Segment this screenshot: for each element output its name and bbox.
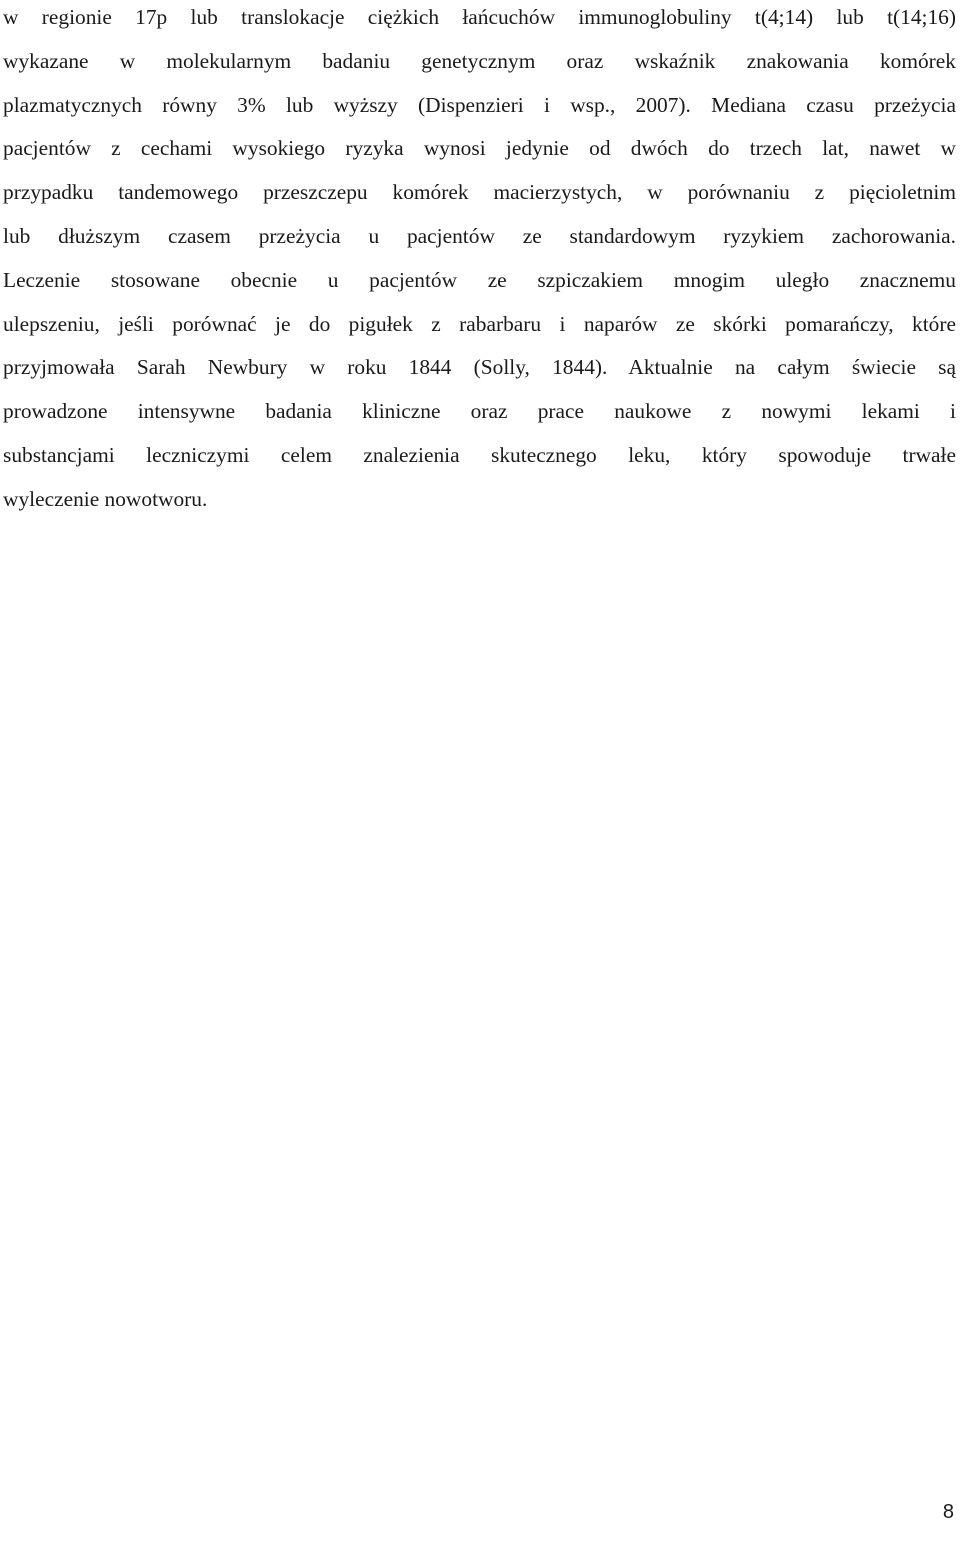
text-line: Leczenie stosowane obecnie u pacjentów ze szpiczakiem mnogim uległo znacznemu xyxy=(3,267,956,292)
text-line: ulepszeniu, jeśli porównać je do pigułek z rabarbaru i naparów ze skórki pomarańczy, które xyxy=(3,311,956,336)
body-paragraph xyxy=(3,0,956,522)
text-line: w regionie 17p lub translokacje ciężkich łańcuchów immunoglobuliny t(4;14) lub t(14;16) xyxy=(3,5,956,29)
text-line: plazmatycznych równy 3% lub wyższy (Dispenzieri i wsp., 2007). Mediana czasu przeżycia xyxy=(3,92,956,117)
text-line: prowadzone intensywne badania kliniczne oraz prace naukowe z nowymi lekami i xyxy=(3,399,956,424)
text-line: substancjami leczniczymi celem znalezienia skutecznego leku, który spowoduje trwałe xyxy=(3,442,956,467)
text-line: wyleczenie nowotworu. xyxy=(3,486,208,511)
text-line: przypadku tandemowego przeszczepu komórek macierzystych, w porównaniu z pięcioletnim xyxy=(3,180,956,205)
text-line: lub dłuższym czasem przeżycia u pacjentów ze standardowym ryzykiem zachorowania. xyxy=(3,223,956,248)
text-line: przyjmowała Sarah Newbury w roku 1844 (Solly, 1844). Aktualnie na całym świecie są xyxy=(3,355,956,380)
page-number: 8 xyxy=(942,1501,954,1523)
text-line: wykazane w molekularnym badaniu genetycznym oraz wskaźnik znakowania komórek xyxy=(3,48,956,73)
text-line: pacjentów z cechami wysokiego ryzyka wynosi jedynie od dwóch do trzech lat, nawet w xyxy=(3,136,956,161)
